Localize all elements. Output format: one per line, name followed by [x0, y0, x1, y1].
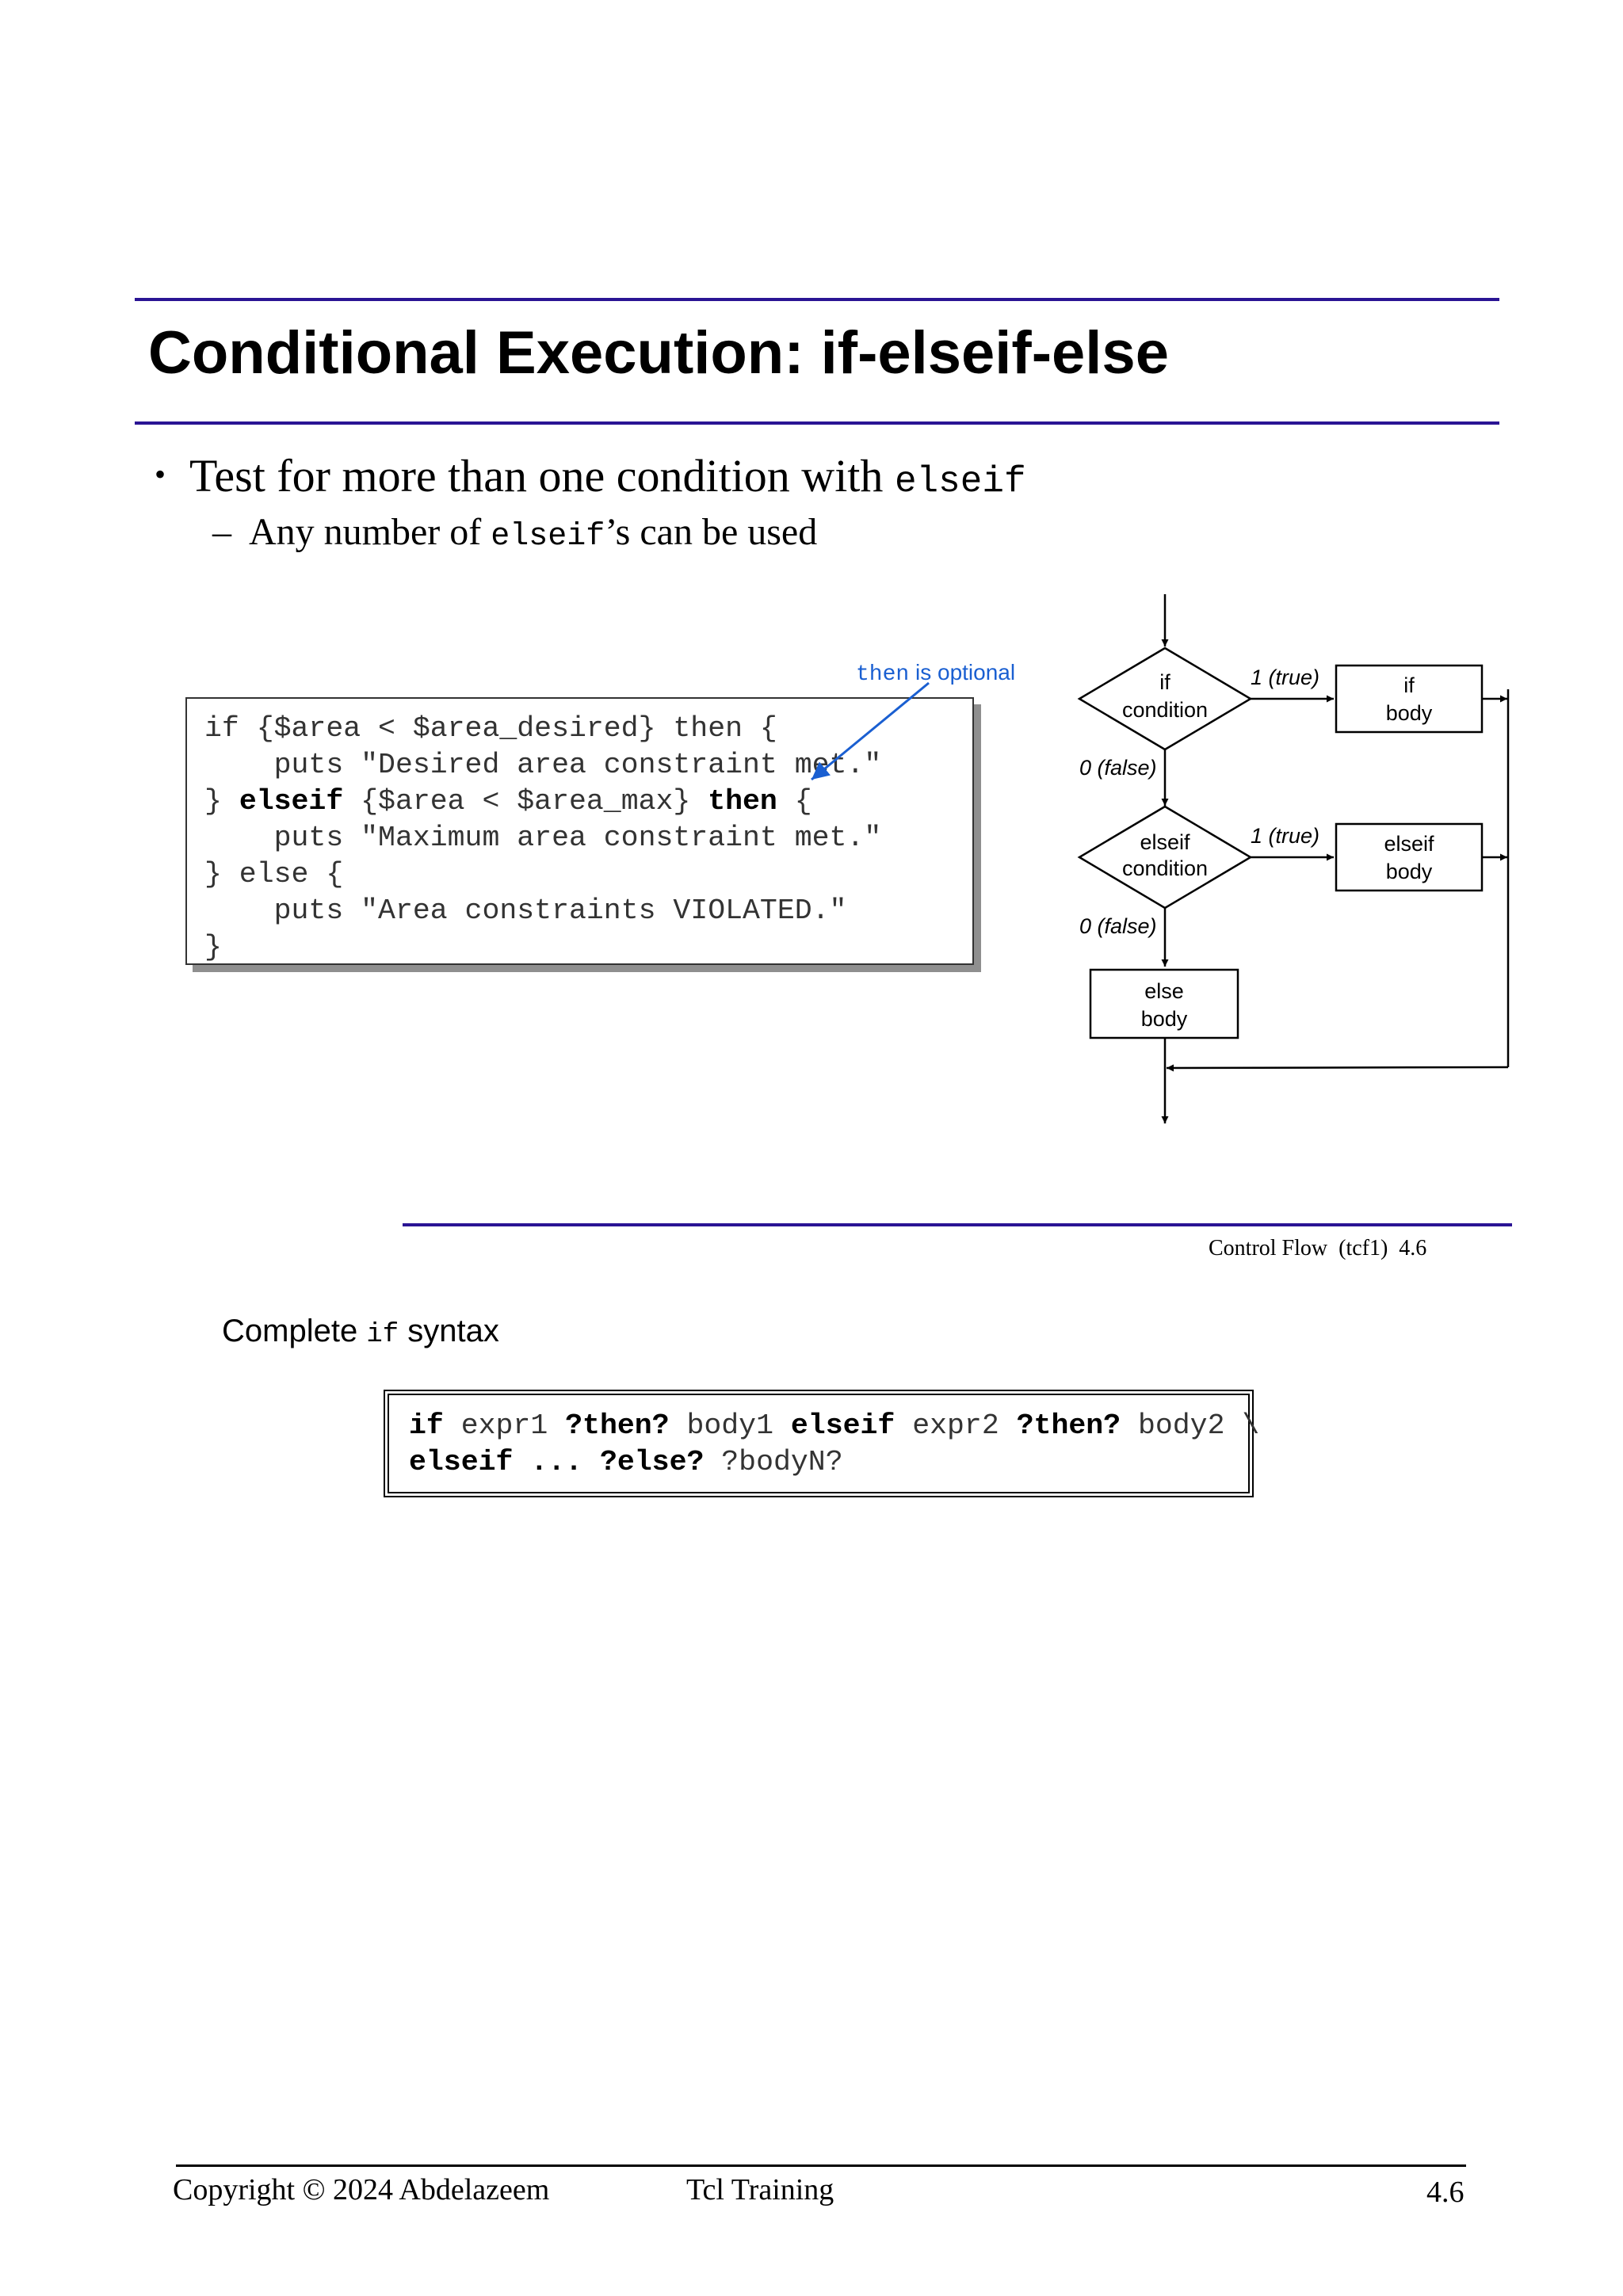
- elseif-true-label: 1 (true): [1251, 824, 1320, 848]
- notes-heading-before: Complete: [222, 1314, 367, 1348]
- if-condition-label-1: if: [1159, 670, 1170, 694]
- syntax-elseif-keyword: elseif: [790, 1409, 896, 1442]
- page-footer-rule: [176, 2164, 1466, 2167]
- syntax-ellipsis: ...: [513, 1446, 600, 1478]
- else-body-label-1: else: [1144, 979, 1184, 1003]
- syntax-bodyN: ?bodyN?: [704, 1446, 843, 1478]
- syntax-line-1: [409, 1409, 1260, 1442]
- code-line-7: }: [204, 931, 222, 963]
- if-body-label-1: if: [1403, 673, 1415, 697]
- code-line-3-condition: {$area < $area_max}: [343, 785, 708, 818]
- code-line-6: puts "Area constraints VIOLATED.": [204, 894, 847, 927]
- code-line-1: if {$area < $area_desired} then {: [204, 712, 777, 745]
- elseif-condition-label-2: condition: [1121, 856, 1209, 880]
- bullet-1-code: elseif: [894, 461, 1026, 502]
- syntax-then-1: ?then?: [565, 1409, 670, 1442]
- if-true-label: 1 (true): [1251, 666, 1320, 689]
- code-then-keyword: then: [708, 785, 777, 818]
- code-elseif-keyword: elseif: [239, 785, 344, 818]
- merge-return-arrow: [1167, 1067, 1508, 1068]
- elseif-body-label-2: body: [1385, 860, 1433, 883]
- syntax-box: [384, 1390, 1254, 1497]
- copyright-text: Copyright © 2024 Abdelazeem: [173, 2173, 550, 2206]
- elseif-body-label-1: elseif: [1384, 832, 1434, 856]
- annotation-arrow: [812, 683, 929, 780]
- sub-bullet-marker: –: [212, 511, 231, 553]
- elseif-false-label: 0 (false): [1079, 914, 1157, 938]
- slide-footer-text: Control Flow (tcf1) 4.6: [1209, 1236, 1427, 1261]
- syntax-expr1: expr1: [443, 1409, 566, 1442]
- bullet-2-text-before: Any number of: [249, 511, 491, 553]
- bullet-1-text: Test for more than one condition with: [189, 450, 895, 502]
- code-line-3-brace: {: [777, 785, 812, 818]
- notes-heading-after: syntax: [399, 1314, 499, 1348]
- syntax-body1: body1: [669, 1409, 791, 1442]
- syntax-then-2: ?then?: [1016, 1409, 1121, 1442]
- syntax-elseif-keyword-2: elseif: [409, 1446, 514, 1478]
- course-title: Tcl Training: [686, 2173, 834, 2206]
- if-condition-label-2: condition: [1121, 698, 1209, 722]
- if-false-label: 0 (false): [1079, 756, 1157, 780]
- bullet-2-code: elseif: [491, 519, 605, 555]
- syntax-if-keyword: if: [409, 1409, 444, 1442]
- annotation-code: then: [856, 662, 910, 687]
- elseif-condition-label-1: elseif: [1140, 830, 1190, 854]
- if-body-label-2: body: [1385, 701, 1433, 725]
- page-number: 4.6: [1426, 2176, 1465, 2209]
- slide-title: Conditional Execution: if-elseif-else: [148, 319, 1169, 387]
- annotation-text: is optional: [909, 660, 1016, 685]
- code-line-4: puts "Maximum area constraint met.": [204, 822, 882, 854]
- else-body-label-2: body: [1140, 1007, 1188, 1031]
- code-line-5: } else {: [204, 858, 344, 891]
- bullet-2-text-after: ’s can be used: [605, 511, 818, 553]
- notes-heading-code: if: [366, 1320, 399, 1350]
- code-line-3-part: }: [204, 785, 239, 818]
- bullet-marker: •: [155, 456, 166, 492]
- syntax-expr2: expr2: [895, 1409, 1017, 1442]
- syntax-line-2: [409, 1448, 843, 1478]
- notes-heading: [222, 1314, 499, 1350]
- slide-footer-rule: [403, 1223, 1512, 1226]
- syntax-else: ?else?: [599, 1446, 705, 1478]
- code-line-2: puts "Desired area constraint met.": [204, 749, 882, 781]
- syntax-body2: body2 \: [1121, 1409, 1260, 1442]
